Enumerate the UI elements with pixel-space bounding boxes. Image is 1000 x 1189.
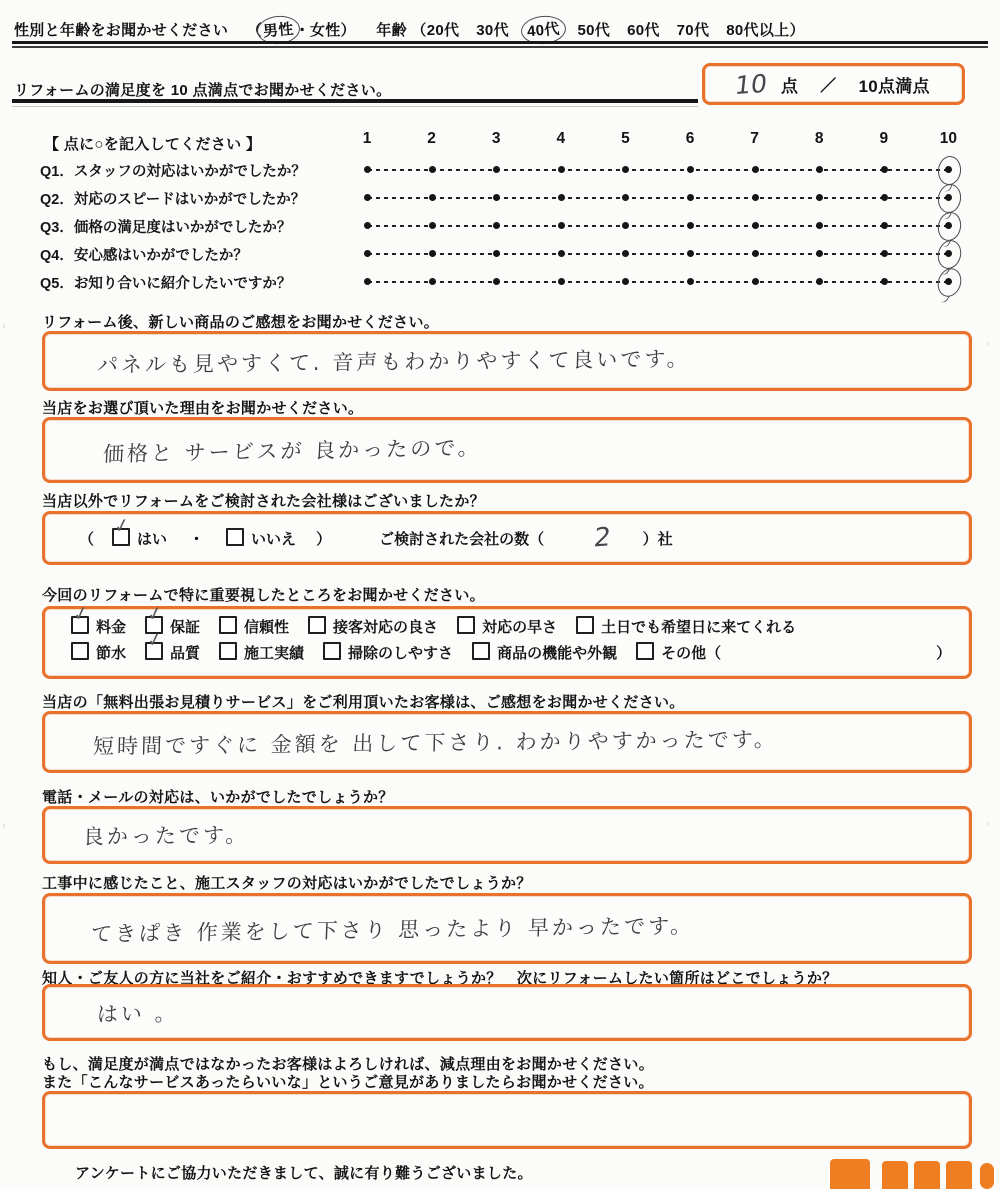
age-option: 30代 <box>476 22 509 39</box>
scale-dot <box>429 250 436 257</box>
importance-option <box>145 628 201 662</box>
importance-rows <box>45 602 969 668</box>
scale-dot <box>622 194 629 201</box>
rating-scale <box>364 212 956 240</box>
age-paren-close: ） <box>789 22 805 39</box>
importance-label: 今回のリフォームで特に重要視したところをお聞かせください。 <box>42 587 485 604</box>
rating-row <box>0 212 1000 240</box>
importance-option-label: 接客対応の良さ <box>333 619 439 636</box>
estimate-box <box>42 711 972 773</box>
deduction-label-line2: また「こんなサービスあったらいいな」というご意見がありましたらお聞かせください。 <box>42 1074 654 1091</box>
scale-number: 6 <box>685 130 695 147</box>
age-option: 50代 <box>577 22 611 39</box>
scale-dot <box>493 278 500 285</box>
scale-dot <box>752 278 759 285</box>
scale-dot <box>493 250 500 257</box>
importance-option-label: 商品の機能や外観 <box>497 645 618 662</box>
checkbox <box>71 642 89 660</box>
scale-number: 2 <box>427 130 436 147</box>
scale-dot <box>364 194 371 201</box>
logo-letter-block <box>946 1161 972 1189</box>
demographics-line <box>14 19 805 41</box>
checkbox-no <box>226 528 244 546</box>
logo-mark-icon <box>830 1159 870 1189</box>
rating-scale <box>364 156 956 184</box>
scale-dot <box>622 278 629 285</box>
phone-box <box>42 806 972 864</box>
checkbox <box>323 642 341 660</box>
rating-question-label: Q1．スタッフの対応はいかがでしたか？ <box>40 164 306 180</box>
checkbox <box>145 628 165 660</box>
referral-box <box>42 984 972 1041</box>
scan-artifact: ‹ <box>986 338 990 350</box>
dashed-line <box>368 197 950 199</box>
divider-top-thin <box>12 46 988 48</box>
phone-label: 電話・メールの対応は、いかがでしたでしょうか？ <box>42 789 394 806</box>
estimate-label: 当店の「無料出張お見積りサービス」をご利用頂いたお客様は、ご感想をお聞かせください。 <box>42 694 685 711</box>
importance-option-label: 対応の早さ <box>482 619 558 636</box>
scale-dot <box>622 222 629 229</box>
scale-number: 10 <box>939 130 958 147</box>
scale-dot <box>816 166 823 173</box>
rating-scale <box>364 240 956 268</box>
importance-option-label: 施工実績 <box>244 645 305 662</box>
importance-option-label: 信頼性 <box>244 619 290 636</box>
scale-dot <box>687 166 694 173</box>
scale-dot <box>493 222 500 229</box>
divider-top-thick <box>12 41 988 44</box>
importance-row <box>71 628 969 668</box>
rating-scale <box>364 268 956 296</box>
handwritten-check-yes: ✓ <box>112 514 132 538</box>
scale-dot <box>558 222 565 229</box>
importance-option <box>636 645 951 662</box>
checkbox-yes <box>112 514 132 546</box>
competitors-count-suffix: ）社 <box>642 530 673 548</box>
scale-dot <box>558 278 565 285</box>
scale-dot <box>429 166 436 173</box>
checkbox <box>70 602 91 634</box>
competitors-paren-close: ） <box>316 530 332 548</box>
footer-thanks: アンケートにご協力いただきまして、誠に有り難うございました。 <box>75 1165 533 1182</box>
age-label: 年齢 <box>376 22 407 39</box>
scale-dot <box>364 278 371 285</box>
importance-option <box>219 645 304 662</box>
score-box <box>702 63 965 105</box>
scale-dot <box>881 194 888 201</box>
importance-option-label: 節水 <box>96 645 127 662</box>
scale-number: 7 <box>750 130 759 147</box>
score-handwritten-value: 10 <box>733 68 769 100</box>
reason-answer: 価格と サービスが 良かったので。 <box>102 435 483 467</box>
gender-option-male: 男性 <box>262 20 295 41</box>
handwritten-check: ✓ <box>145 602 165 627</box>
competitors-paren-open: （ <box>79 530 95 548</box>
checkbox <box>636 642 654 660</box>
scale-dot <box>364 166 371 173</box>
scale-dot <box>816 194 823 201</box>
importance-option <box>219 619 289 636</box>
gender-option-female: 女性 <box>309 22 341 39</box>
rating-scale <box>364 184 956 212</box>
scale-dot <box>687 222 694 229</box>
scale-dot <box>558 194 565 201</box>
divider-satisfaction <box>12 99 698 103</box>
dashed-line <box>368 225 950 227</box>
impression-label: リフォーム後、新しい商品のご感想をお聞かせください。 <box>42 314 440 331</box>
scale-dot <box>881 166 888 173</box>
age-option: 20代 <box>426 22 460 39</box>
dashed-line <box>368 169 950 171</box>
rating-row <box>0 240 1000 268</box>
importance-option <box>472 645 617 662</box>
divider-satisfaction-echo <box>12 106 698 107</box>
hand-circle-selection <box>936 182 963 214</box>
competitors-label: 当店以外でリフォームをご検討された会社様はございましたか？ <box>42 493 485 510</box>
scale-dot <box>752 194 759 201</box>
handwritten-check: ✓ <box>70 602 91 627</box>
importance-option <box>70 602 127 636</box>
hand-circle-selection <box>935 238 965 272</box>
age-option <box>526 22 561 39</box>
checkbox <box>219 642 237 660</box>
competitors-box <box>42 511 972 565</box>
phone-answer: 良かったです。 <box>82 823 250 849</box>
hand-circle-selection <box>936 210 965 243</box>
scale-dot <box>364 222 371 229</box>
gender-separator: ・ <box>294 22 310 39</box>
importance-option <box>323 645 453 662</box>
rating-question-label: Q5．お知り合いに紹介したいですか？ <box>40 276 292 292</box>
hand-circle-age: 40代 <box>520 14 567 46</box>
age-option: 70代 <box>676 22 710 39</box>
impression-box <box>42 331 972 391</box>
company-logo <box>830 1157 1000 1170</box>
scale-number: 3 <box>491 130 501 147</box>
importance-box <box>42 602 972 679</box>
scale-dot <box>622 166 629 173</box>
competitors-dot: ・ <box>189 530 205 548</box>
dashed-line <box>368 253 950 255</box>
logo-letter-block <box>980 1163 994 1189</box>
competitors-count-value: 2 <box>592 522 613 554</box>
importance-option-label: 土日でも希望日に来てくれる <box>601 619 797 636</box>
scale-number: 1 <box>362 130 372 147</box>
scan-artifact: › <box>2 320 6 332</box>
scale-dot <box>752 222 759 229</box>
checkbox <box>457 616 475 634</box>
rating-row <box>0 184 1000 212</box>
competitors-no-label: いいえ <box>251 530 297 548</box>
scale-dot <box>622 250 629 257</box>
scale-dot <box>881 222 888 229</box>
scale-dot <box>816 278 823 285</box>
importance-option-label: 保証 <box>170 619 201 636</box>
hand-circle-selection <box>937 155 963 186</box>
scale-number: 5 <box>621 130 630 147</box>
scale-number: 9 <box>879 130 889 147</box>
scale-dot <box>429 194 436 201</box>
competitors-count-label: ご検討された会社の数（ <box>379 530 545 548</box>
reason-box <box>42 417 972 483</box>
importance-option-label: 料金 <box>96 619 127 636</box>
scale-dot <box>816 222 823 229</box>
rating-question-label: Q4．安心感はいかがでしたか？ <box>40 248 248 264</box>
importance-option-label: その他（ <box>661 645 722 662</box>
importance-option <box>457 619 557 636</box>
competitors-yes-label: はい <box>137 530 168 548</box>
importance-option-label: 掃除のしやすさ <box>348 645 454 662</box>
age-option: 80代以上 <box>726 22 790 39</box>
importance-option-label: 品質 <box>170 645 201 662</box>
other-paren-close: ） <box>936 645 952 662</box>
checkbox <box>472 642 490 660</box>
referral-label: 知人・ご友人の方に当社をご紹介・おすすめできますでしょうか？ 次にリフォームしたい箇所はどこでしょうか？ <box>42 970 838 987</box>
age-paren-open: （ <box>411 22 427 39</box>
scale-dot <box>687 278 694 285</box>
scale-number: 8 <box>814 130 824 147</box>
checkbox <box>308 616 326 634</box>
scale-dot <box>493 194 500 201</box>
checkbox <box>576 616 594 634</box>
scale-dot <box>429 278 436 285</box>
gender-paren-open: （ <box>246 22 262 39</box>
scale-dot <box>687 194 694 201</box>
deduction-box <box>42 1091 972 1149</box>
logo-letter-block <box>914 1161 940 1189</box>
importance-row <box>70 602 969 642</box>
scale-dot <box>752 250 759 257</box>
score-separator: ／ <box>820 77 837 95</box>
scale-dot <box>881 278 888 285</box>
grid-instruction: 【 点に○を記入してください 】 <box>44 136 262 153</box>
scale-number: 4 <box>556 130 566 147</box>
score-unit: 点 <box>780 76 799 96</box>
importance-option <box>308 619 438 636</box>
construction-box <box>42 893 972 964</box>
scale-dot <box>558 166 565 173</box>
deduction-label-line1: もし、満足度が満点ではなかったお客様はよろしければ、減点理由をお聞かせください。 <box>42 1056 655 1073</box>
logo-letter-block <box>882 1161 908 1189</box>
scale-dot <box>816 250 823 257</box>
impression-answer: パネルも見やすくて. 音声もわかりやすくて良いです。 <box>96 346 691 378</box>
construction-label: 工事中に感じたこと、施工スタッフの対応はいかがでしたでしょうか？ <box>42 875 532 892</box>
age-options <box>427 22 790 39</box>
scale-dot <box>558 250 565 257</box>
scale-dot <box>429 222 436 229</box>
hand-circle-selection <box>934 265 965 300</box>
rating-row <box>0 268 1000 296</box>
scan-artifact: › <box>2 820 6 832</box>
scale-dot <box>687 250 694 257</box>
rating-question-label: Q3．価格の満足度はいかがでしたか？ <box>40 220 292 236</box>
scale-numbers <box>364 130 956 150</box>
importance-option <box>576 619 796 636</box>
estimate-answer: 短時間ですぐに 金額を 出して下さり. わかりやすかったです。 <box>92 727 779 759</box>
importance-option <box>71 645 126 662</box>
reason-label: 当店をお選び頂いた理由をお聞かせください。 <box>42 400 364 417</box>
age-option: 60代 <box>627 22 660 39</box>
dashed-line <box>368 281 950 283</box>
scale-dot <box>493 166 500 173</box>
rating-row <box>0 156 1000 184</box>
handwritten-check: ✓ <box>145 628 165 653</box>
gender-paren-close: ） <box>340 22 356 39</box>
rating-grid <box>0 156 1000 301</box>
referral-answer: はい 。 <box>96 1001 179 1026</box>
scale-dot <box>881 250 888 257</box>
scale-dot <box>752 166 759 173</box>
checkbox <box>219 616 237 634</box>
scan-artifact: ‹ <box>986 818 990 830</box>
rating-question-label: Q2．対応のスピードはいかがでしたか？ <box>40 192 306 208</box>
satisfaction-question: リフォームの満足度を 10 点満点でお聞かせください。 <box>14 82 392 99</box>
demographics-question: 性別と年齢をお聞かせください <box>14 22 229 39</box>
scale-dot <box>364 250 371 257</box>
score-max-label: 10点満点 <box>858 76 930 96</box>
construction-answer: てきぱき 作業をして下さり 思ったより 早かったです。 <box>90 913 695 946</box>
